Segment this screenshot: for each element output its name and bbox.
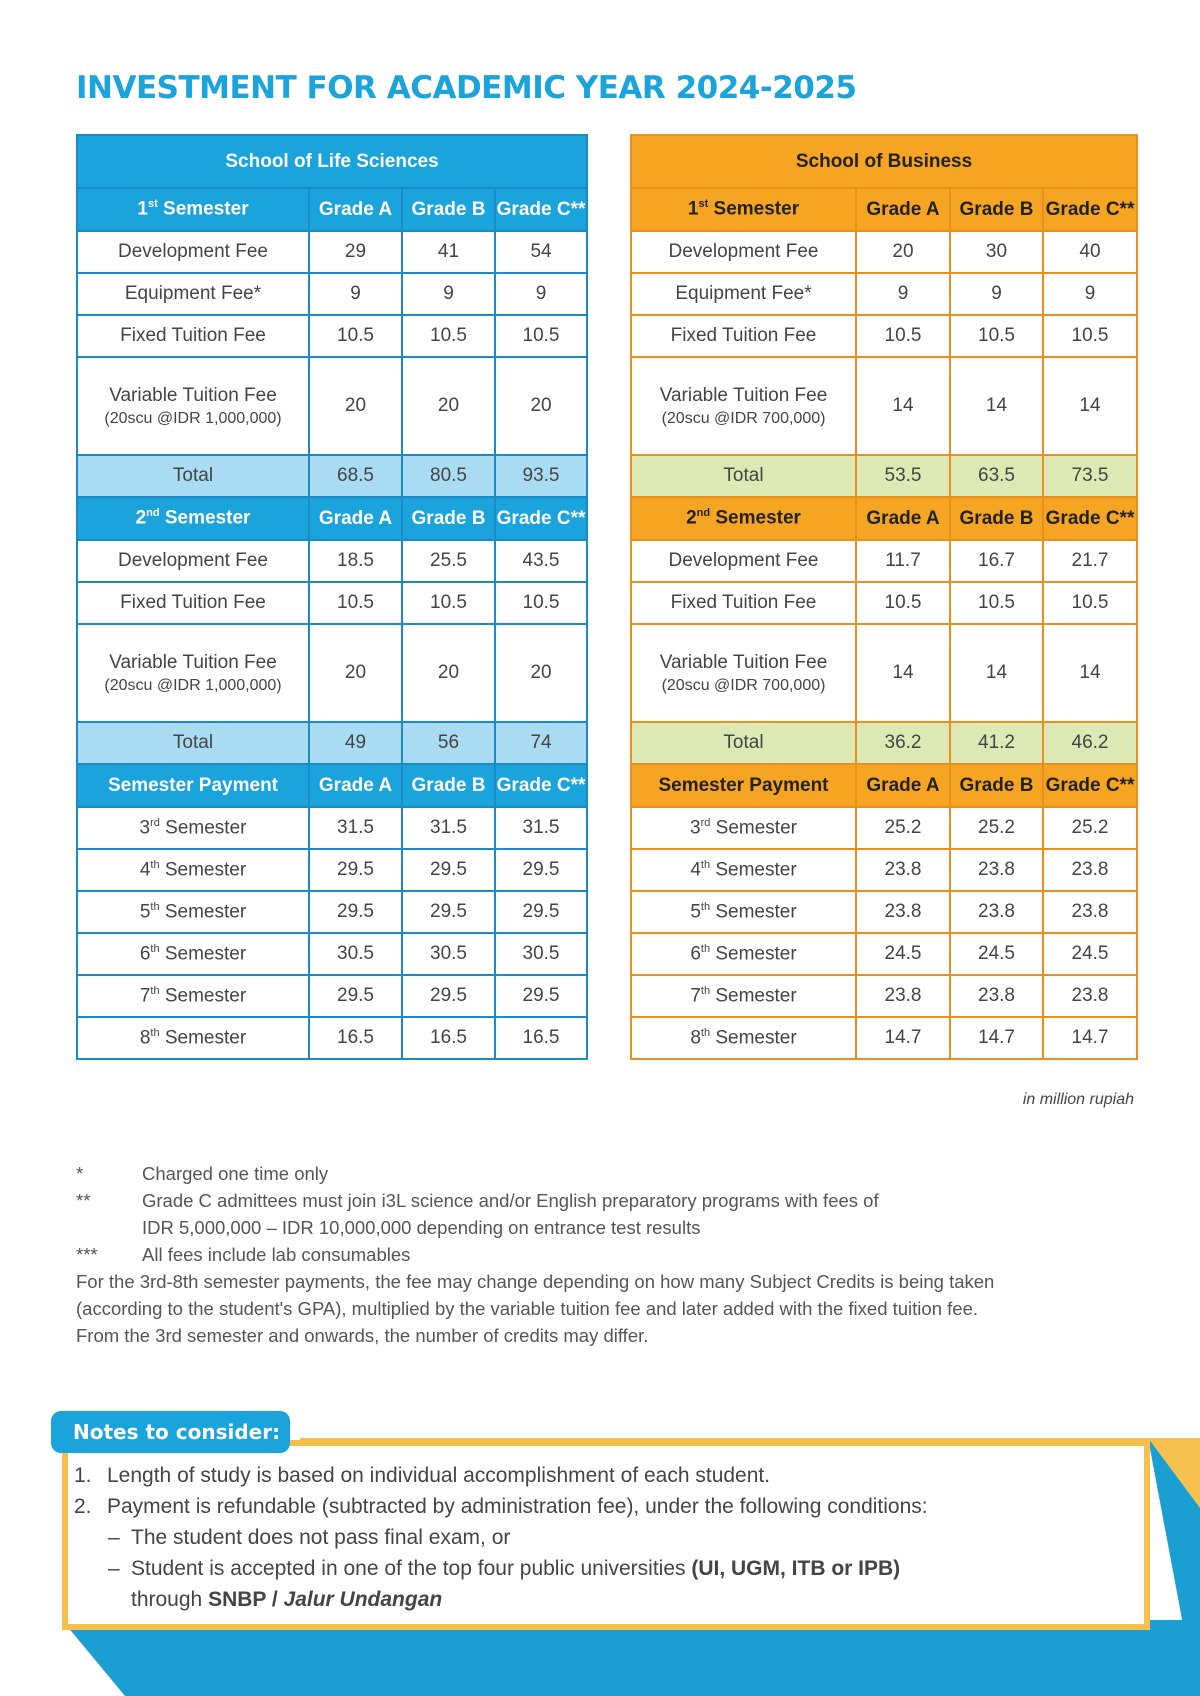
total-value: 41.2 [950,722,1043,764]
table-row [77,231,587,273]
table-row [631,807,1137,849]
value-cell: 9 [309,273,402,315]
value-cell: 23.8 [950,849,1043,891]
value-cell: 16.5 [309,1017,402,1059]
row-label: 6th Semester [77,933,309,975]
value-cell: 10.5 [309,315,402,357]
row-label: Development Fee [77,540,309,582]
value-cell: 29.5 [309,891,402,933]
table-row [77,891,587,933]
table-row [631,975,1137,1017]
value-cell: 29.5 [495,975,587,1017]
list-dash: – [108,1557,120,1580]
notes-list [74,1460,1114,1615]
grade-c-header: Grade C** [495,188,587,231]
value-cell: 43.5 [495,540,587,582]
total-label: Total [631,455,856,497]
row-label: 7th Semester [77,975,309,1017]
grade-b-header: Grade B [950,188,1043,231]
value-cell: 23.8 [1043,849,1137,891]
payment-header-row [631,764,1137,807]
table-row [631,231,1137,273]
table-row [631,933,1137,975]
value-cell: 20 [402,357,495,455]
value-cell: 14 [950,357,1043,455]
value-cell: 24.5 [856,933,950,975]
footnote-text: IDR 5,000,000 – IDR 10,000,000 depending on entrance test results [142,1217,701,1238]
grade-a-header: Grade A [856,188,950,231]
value-cell: 14 [1043,624,1137,722]
snbp-label: SNBP / [208,1588,284,1611]
semester-header-row [77,497,587,540]
total-value: 46.2 [1043,722,1137,764]
value-cell: 24.5 [950,933,1043,975]
row-label: Fixed Tuition Fee [77,582,309,624]
grade-a-header: Grade A [856,764,950,807]
grade-c-header: Grade C** [495,497,587,540]
value-cell: 25.2 [950,807,1043,849]
bottom-band-decoration [0,1620,1200,1696]
table-row [631,624,1137,722]
value-cell: 23.8 [950,975,1043,1017]
total-value: 36.2 [856,722,950,764]
value-cell: 20 [495,624,587,722]
footnote [76,1241,1136,1268]
total-row [631,722,1137,764]
table-row [77,315,587,357]
semester-heading: 2nd Semester [631,497,856,540]
total-row [631,455,1137,497]
row-label: 8th Semester [631,1017,856,1059]
value-cell: 10.5 [402,582,495,624]
footnote-text: All fees include lab consumables [142,1244,411,1265]
list-text: through [131,1588,209,1611]
grade-c-header: Grade C** [1043,497,1137,540]
list-text: Length of study is based on individual accomplishment of each student. [107,1464,771,1487]
footnotes [76,1160,1136,1349]
value-cell: 23.8 [856,849,950,891]
row-label: Variable Tuition Fee (20scu @IDR 700,000) [631,624,856,722]
value-cell: 31.5 [309,807,402,849]
list-number: 2. [74,1495,92,1518]
row-label: Development Fee [77,231,309,273]
table-row [631,1017,1137,1059]
value-cell: 25.5 [402,540,495,582]
value-cell: 14.7 [1043,1017,1137,1059]
footnote-text: Charged one time only [142,1163,329,1184]
value-cell: 23.8 [1043,975,1137,1017]
row-label: 4th Semester [631,849,856,891]
grade-a-header: Grade A [309,764,402,807]
value-cell: 10.5 [950,582,1043,624]
table-row [77,849,587,891]
value-cell: 29.5 [309,849,402,891]
list-item [74,1491,1114,1522]
value-cell: 24.5 [1043,933,1137,975]
page-title: INVESTMENT FOR ACADEMIC YEAR 2024-2025 [76,70,857,106]
value-cell: 9 [495,273,587,315]
total-row [77,722,587,764]
value-cell: 31.5 [402,807,495,849]
total-row [77,455,587,497]
total-label: Total [77,455,309,497]
business-fee-table [630,134,1138,1060]
grade-c-header: Grade C** [495,764,587,807]
value-cell: 25.2 [1043,807,1137,849]
total-value: 49 [309,722,402,764]
semester-header-row [631,497,1137,540]
sub-list-item [74,1553,1114,1615]
total-value: 73.5 [1043,455,1137,497]
value-cell: 20 [856,231,950,273]
value-cell: 29 [309,231,402,273]
value-cell: 29.5 [495,849,587,891]
row-label: 7th Semester [631,975,856,1017]
row-sublabel: (20scu @IDR 1,000,000) [104,676,282,694]
row-label: Fixed Tuition Fee [631,582,856,624]
value-cell: 20 [309,624,402,722]
value-cell: 14 [856,624,950,722]
table-row [77,540,587,582]
row-label: Fixed Tuition Fee [631,315,856,357]
value-cell: 40 [1043,231,1137,273]
table-row [631,315,1137,357]
value-cell: 11.7 [856,540,950,582]
list-item [74,1460,1114,1491]
total-label: Total [631,722,856,764]
value-cell: 14.7 [856,1017,950,1059]
value-cell: 20 [402,624,495,722]
value-cell: 30.5 [309,933,402,975]
value-cell: 30.5 [402,933,495,975]
total-value: 63.5 [950,455,1043,497]
value-cell: 29.5 [402,975,495,1017]
value-cell: 29.5 [402,891,495,933]
grade-b-header: Grade B [402,764,495,807]
list-dash: – [108,1526,120,1549]
row-label: Equipment Fee* [631,273,856,315]
row-label: 3rd Semester [631,807,856,849]
value-cell: 9 [950,273,1043,315]
value-cell: 9 [1043,273,1137,315]
semester-header-row [77,188,587,231]
footnote [76,1187,1136,1241]
table-row [77,1017,587,1059]
value-cell: 14 [1043,357,1137,455]
value-cell: 10.5 [1043,315,1137,357]
value-cell: 29.5 [495,891,587,933]
value-cell: 18.5 [309,540,402,582]
table-row [77,273,587,315]
payment-heading: Semester Payment [631,764,856,807]
value-cell: 30.5 [495,933,587,975]
table-row [77,807,587,849]
value-cell: 21.7 [1043,540,1137,582]
grade-b-header: Grade B [402,497,495,540]
grade-b-header: Grade B [950,497,1043,540]
footnote [76,1160,1136,1187]
row-label: 3rd Semester [77,807,309,849]
value-cell: 29.5 [402,849,495,891]
semester-heading: 1st Semester [631,188,856,231]
value-cell: 20 [495,357,587,455]
table-row [77,582,587,624]
total-value: 68.5 [309,455,402,497]
row-label: Variable Tuition Fee (20scu @IDR 1,000,000) [77,357,309,455]
value-cell: 23.8 [1043,891,1137,933]
universities-list: (UI, UGM, ITB or IPB) [691,1557,901,1580]
table-row [77,624,587,722]
explanation-paragraph: For the 3rd-8th semester payments, the fee may change depending on how many Subject Credits is being taken (according to the student's GPA), multiplied by the variable tuition fee and later added with the fixed tuition fee. From the 3rd semester and onwards, the number of credits may differ. [76,1271,995,1346]
table-row [77,975,587,1017]
footnote-mark: *** [76,1244,98,1265]
value-cell: 54 [495,231,587,273]
life-sciences-fee-table [76,134,588,1060]
value-cell: 16.7 [950,540,1043,582]
sub-list-item [74,1522,1114,1553]
row-label: 5th Semester [631,891,856,933]
table-row [77,357,587,455]
jalur-undangan-label: Jalur Undangan [283,1588,443,1611]
row-label: 5th Semester [77,891,309,933]
corner-decoration [1148,1438,1200,1630]
school-name: School of Business [631,135,1137,188]
value-cell: 23.8 [856,891,950,933]
school-header-row [631,135,1137,188]
value-cell: 14.7 [950,1017,1043,1059]
value-cell: 29.5 [309,975,402,1017]
footnote-text: Grade C admittees must join i3L science and/or English preparatory programs with fees of [142,1190,879,1211]
value-cell: 25.2 [856,807,950,849]
value-cell: 23.8 [950,891,1043,933]
value-cell: 31.5 [495,807,587,849]
value-cell: 23.8 [856,975,950,1017]
total-value: 80.5 [402,455,495,497]
semester-heading: 1st Semester [77,188,309,231]
value-cell: 10.5 [950,315,1043,357]
value-cell: 10.5 [495,315,587,357]
total-value: 56 [402,722,495,764]
total-label: Total [77,722,309,764]
table-row [631,357,1137,455]
footnote-mark: * [76,1163,84,1184]
value-cell: 16.5 [495,1017,587,1059]
value-cell: 10.5 [495,582,587,624]
value-cell: 10.5 [856,315,950,357]
payment-header-row [77,764,587,807]
total-value: 53.5 [856,455,950,497]
total-value: 93.5 [495,455,587,497]
grade-c-header: Grade C** [1043,188,1137,231]
value-cell: 9 [856,273,950,315]
school-header-row [77,135,587,188]
table-row [631,540,1137,582]
row-label: Development Fee [631,540,856,582]
table-row [631,849,1137,891]
payment-heading: Semester Payment [77,764,309,807]
table-row [631,273,1137,315]
row-sublabel: (20scu @IDR 700,000) [661,409,826,427]
notes-heading: Notes to consider: [51,1411,290,1453]
value-cell: 14 [950,624,1043,722]
grade-b-header: Grade B [950,764,1043,807]
row-label: Variable Tuition Fee (20scu @IDR 1,000,000) [77,624,309,722]
value-cell: 10.5 [309,582,402,624]
unit-note: in million rupiah [1022,1091,1134,1108]
semester-header-row [631,188,1137,231]
semester-heading: 2nd Semester [77,497,309,540]
value-cell: 9 [402,273,495,315]
list-text: Student is accepted in one of the top four public universities [131,1557,692,1580]
table-row [631,582,1137,624]
row-label: 6th Semester [631,933,856,975]
table-row [77,933,587,975]
grade-a-header: Grade A [856,497,950,540]
value-cell: 10.5 [856,582,950,624]
table-row [631,891,1137,933]
list-number: 1. [74,1464,92,1487]
row-label: Equipment Fee* [77,273,309,315]
list-text: The student does not pass final exam, or [131,1526,511,1549]
row-label: Variable Tuition Fee (20scu @IDR 700,000) [631,357,856,455]
footnote-mark: ** [76,1190,91,1211]
value-cell: 20 [309,357,402,455]
row-sublabel: (20scu @IDR 1,000,000) [104,409,282,427]
grade-c-header: Grade C** [1043,764,1137,807]
row-label: 8th Semester [77,1017,309,1059]
total-value: 74 [495,722,587,764]
value-cell: 30 [950,231,1043,273]
grade-a-header: Grade A [309,188,402,231]
row-label: 4th Semester [77,849,309,891]
value-cell: 10.5 [1043,582,1137,624]
row-label: Fixed Tuition Fee [77,315,309,357]
grade-b-header: Grade B [402,188,495,231]
school-name: School of Life Sciences [77,135,587,188]
value-cell: 14 [856,357,950,455]
row-label: Development Fee [631,231,856,273]
value-cell: 16.5 [402,1017,495,1059]
value-cell: 41 [402,231,495,273]
row-sublabel: (20scu @IDR 700,000) [661,676,826,694]
value-cell: 10.5 [402,315,495,357]
list-text: Payment is refundable (subtracted by administration fee), under the following conditions: [107,1495,928,1518]
grade-a-header: Grade A [309,497,402,540]
